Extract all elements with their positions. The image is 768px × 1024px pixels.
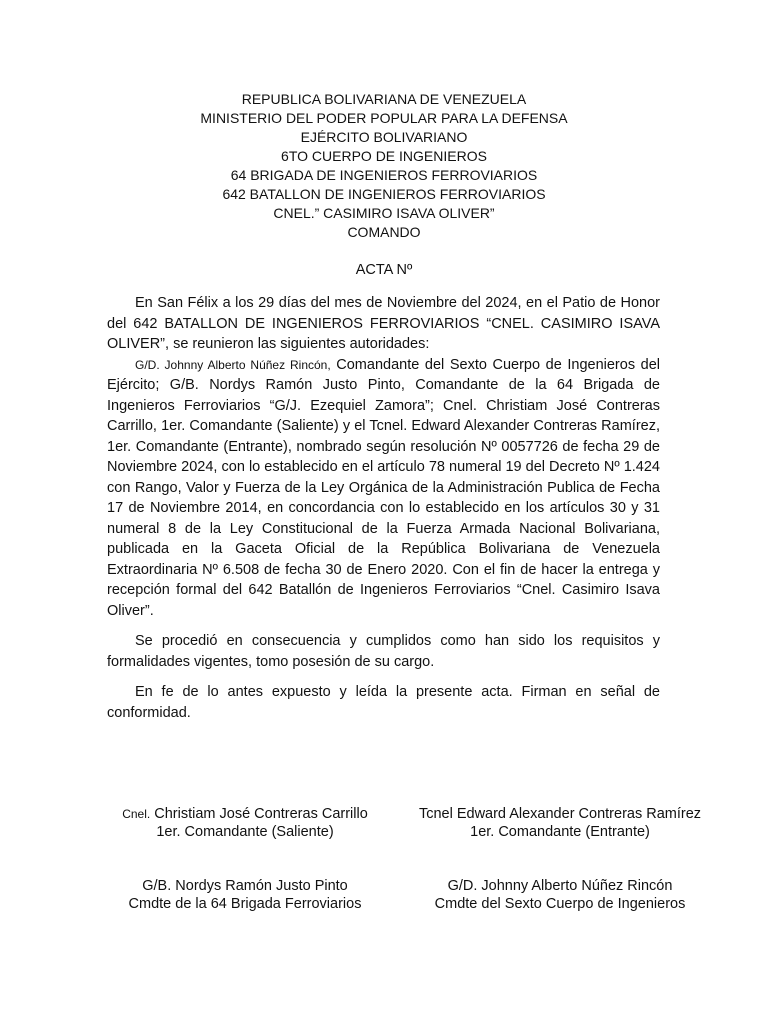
signature-name: Tcnel Edward Alexander Contreras Ramírez [418,806,702,822]
paragraph-closing: En fe de lo antes expuesto y leída la presente acta. Firman en señal de conformidad. [107,684,660,721]
authorities-text: Comandante del Sexto Cuerpo de Ingenieros del Ejército; G/B. Nordys Ramón Justo Pinto, Comandante de la 64 Brigada de Ingenieros Ferroviarios “G/J. Ezequiel Zamora”; Cnel. Christiam José Contreras Carrillo, 1er. Comandante (Saliente) y el Tcnel. Edward Alexander Contreras Ramírez, 1er. Comandante (Entrante), nombrado según resolución Nº 0057726 de fecha 29 de Noviembre 2024, con lo establecido en el artículo 78 numeral 19 del Decreto Nº 1.424 con Rango, Valor y Fuerza de la Ley Orgánica de la Administración Publica de Fecha 17 de Noviembre 2014, en concordancia con lo establecido en los artículos 30 y 31 numeral 8 de la Ley Constitucional de la Fuerza Armada Nacional Bolivariana, publicada en la Gaceta Oficial de la República Bolivariana de Venezuela Extraordinaria Nº 6.508 de fecha 30 de Enero 2020. Con el fin de hacer la entrega y recepción formal del 642 Batallón de Ingenieros Ferroviarios “Cnel. Casimiro Isava Oliver”. [107,356,661,619]
header-line-army: EJÉRCITO BOLIVARIANO [300,129,468,145]
paragraph-authorities [107,355,660,622]
signature-name: Christiam José Contreras Carrillo [150,806,368,822]
signature-name: G/B. Nordys Ramón Justo Pinto [142,878,348,894]
signature-role: Cmdte de la 64 Brigada Ferroviarios [128,896,362,912]
paragraph-opening: En San Félix a los 29 días del mes de Noviembre del 2024, en el Patio de Honor del 642 BATALLON DE INGENIEROS FERROVIARIOS “CNEL. CASIMIRO ISAVA OLIVER”, se reunieron las siguientes autoridades: [107,295,660,352]
signature-role: 1er. Comandante (Saliente) [156,824,334,840]
header-line-ministry: MINISTERIO DEL PODER POPULAR PARA LA DEFENSA [200,110,568,126]
header-line-command: COMANDO [347,224,421,240]
header-line-country: REPUBLICA BOLIVARIANA DE VENEZUELA [241,91,527,107]
signature-role: 1er. Comandante (Entrante) [470,824,650,840]
header-line-battalion: 642 BATALLON DE INGENIEROS FERROVIARIOS [222,186,546,202]
header-line-corps: 6TO CUERPO DE INGENIEROS [281,148,487,164]
document-body [107,293,660,723]
signature-block-brigade-commander [110,877,380,913]
document-title: ACTA Nº [355,262,413,278]
signature-name: G/D. Johnny Alberto Núñez Rincón [447,878,673,894]
paragraph-possession: Se procedió en consecuencia y cumplidos como han sido los requisitos y formalidades vigentes, tomo posesión de su cargo. [107,633,660,670]
signature-block-incoming-commander [405,805,715,841]
letterhead [0,90,768,242]
signature-role: Cmdte del Sexto Cuerpo de Ingenieros [434,896,686,912]
header-line-brigade: 64 BRIGADA DE INGENIEROS FERROVIARIOS [230,167,538,183]
signature-block-corps-commander [405,877,715,913]
signature-block-outgoing-commander [110,805,380,841]
signature-rank-prefix: Cnel. [122,807,151,821]
header-line-battalion-name: CNEL.” CASIMIRO ISAVA OLIVER” [273,205,495,221]
authority-name-small: G/D. Johnny Alberto Núñez Rincón, [135,357,331,372]
